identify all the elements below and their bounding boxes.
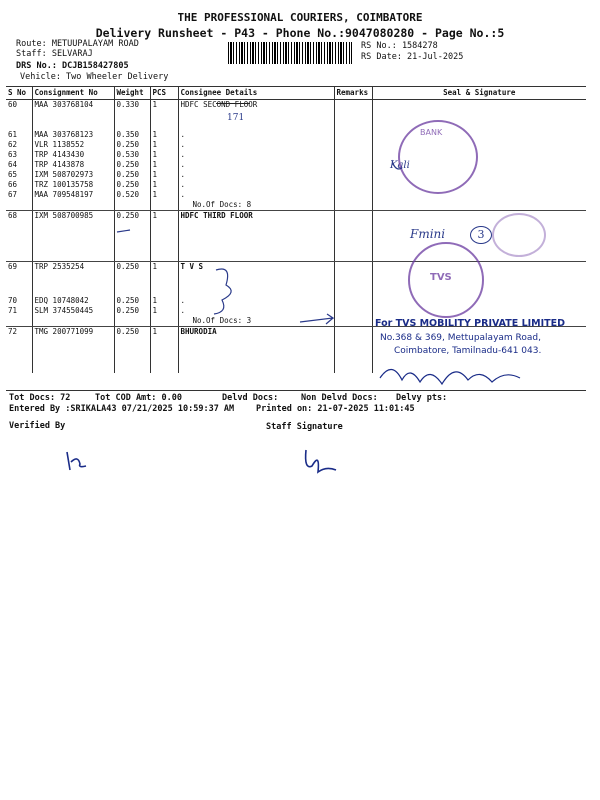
cell-consignment: TRP 4143878	[32, 160, 114, 170]
cell-sno: 61	[8, 130, 18, 139]
tvs-logo-text: TVS	[430, 272, 452, 283]
cell-consignment: TRZ 100135758	[32, 180, 114, 190]
cell-weight: 0.250	[114, 296, 150, 306]
bank-seal-text: BANK	[420, 128, 443, 137]
staff-label: Staff: SELVARAJ	[16, 49, 93, 59]
cell-pcs: 1	[150, 100, 178, 111]
runsheet-title: Delivery Runsheet - P43 - Phone No.:9047080280 - Page No.:5	[95, 26, 505, 40]
cell-consignment: MAA 303768104	[32, 100, 114, 111]
cell-consignee: BHURODIA	[178, 327, 334, 374]
cell-sno: 71	[8, 306, 18, 315]
cell-weight: 0.250	[114, 327, 150, 374]
cell-consignee: .	[178, 170, 334, 180]
cell-consignee: .	[178, 296, 334, 306]
delvd-docs: Delvd Docs:	[222, 393, 279, 403]
cell-consignee: .	[178, 306, 334, 316]
col-sno: S No	[6, 87, 32, 100]
cell-pcs: 1	[150, 160, 178, 170]
company-stamp-address1: No.368 & 369, Mettupalayam Road,	[380, 333, 541, 343]
col-remarks: Remarks	[334, 87, 372, 100]
cell-consignment: TRP 2535254	[32, 262, 114, 273]
company-stamp-address2: Coimbatore, Tamilnadu-641 043.	[394, 346, 542, 356]
cell-pcs: 1	[150, 150, 178, 160]
cell-consignee: HDFC SECOND FLOOR	[178, 100, 334, 111]
cell-pcs: 1	[150, 180, 178, 190]
verified-by-signature	[67, 452, 86, 470]
cell-consignment: IXM 508700985	[32, 211, 114, 262]
cell-weight: 0.250	[114, 160, 150, 170]
cell-consignee: .	[178, 150, 334, 160]
cell-consignment: VLR 1138552	[32, 140, 114, 150]
cell-consignee: .	[178, 140, 334, 150]
tot-docs: Tot Docs: 72	[9, 393, 71, 403]
fmini-count-circled: 3	[470, 226, 492, 244]
kali-stroke	[392, 160, 402, 169]
col-pcs: PCS	[150, 87, 178, 100]
cell-consignee: T V S	[178, 262, 334, 273]
cell-consignment: IXM 508702973	[32, 170, 114, 180]
col-seal: Seal & Signature	[372, 87, 586, 100]
cell-consignee: HDFC THIRD FLOOR	[178, 211, 334, 262]
cell-sno: 68	[6, 211, 32, 262]
cell-consignee: .	[178, 130, 334, 140]
cell-weight: 0.520	[114, 190, 150, 200]
cell-weight: 0.250	[114, 211, 150, 262]
cell-weight: 0.250	[114, 262, 150, 273]
cell-sno: 65	[8, 170, 18, 179]
stamp-signature	[380, 369, 520, 384]
cell-pcs: 1	[150, 306, 178, 316]
docs-count-1: No.Of Docs: 8	[178, 200, 334, 211]
cell-sno: 72	[8, 327, 18, 336]
company-name: THE PROFESSIONAL COURIERS, COIMBATORE	[177, 11, 423, 24]
delvy-pts: Delvy pts:	[396, 393, 448, 403]
arrow-mark	[300, 314, 333, 324]
staff-signature-label: Staff Signature	[266, 422, 343, 432]
cell-sno: 64	[8, 160, 18, 169]
brace-mark	[214, 269, 231, 314]
cell-consignee: .	[178, 160, 334, 170]
tot-cod: Tot COD Amt: 0.00	[95, 393, 182, 403]
cell-consignee: .	[178, 180, 334, 190]
docs-count-2: No.Of Docs: 3	[178, 316, 334, 327]
cell-consignee: .	[178, 190, 334, 200]
cell-pcs: 1	[150, 296, 178, 306]
floor-note-handwritten: 171	[227, 113, 245, 123]
cell-weight: 0.250	[114, 306, 150, 316]
cell-weight: 0.250	[114, 180, 150, 190]
cell-pcs: 1	[150, 140, 178, 150]
drs-number: DRS No.: DCJB158427805	[16, 61, 129, 71]
cell-sno: 60	[8, 100, 18, 109]
col-consignment: Consignment No	[32, 87, 114, 100]
fmini-handwritten: Fmini	[410, 227, 446, 241]
cell-consignment: TRP 4143430	[32, 150, 114, 160]
cell-consignment: EDQ 10748042	[32, 296, 114, 306]
cell-sno: 67	[8, 190, 18, 199]
cell-pcs: 1	[150, 190, 178, 200]
cell-pcs: 1	[150, 262, 178, 273]
entered-by: Entered By :SRIKALA43 07/21/2025 10:59:37 AM	[9, 404, 235, 414]
cell-consignment: MAA 709548197	[32, 190, 114, 200]
company-stamp-line: For TVS MOBILITY PRIVATE LIMITED	[375, 318, 566, 329]
cell-sno: 63	[8, 150, 18, 159]
cell-sno: 70	[8, 296, 18, 305]
rs-number: RS No.: 1584278	[361, 41, 438, 51]
weight-tick-mark	[117, 230, 130, 232]
rs-date: RS Date: 21-Jul-2025	[361, 52, 464, 62]
non-delvd-docs: Non Delvd Docs:	[301, 393, 378, 403]
cell-sno: 69	[8, 262, 18, 271]
verified-by: Verified By	[9, 421, 66, 431]
cell-weight: 0.250	[114, 170, 150, 180]
cell-sno: 66	[8, 180, 18, 189]
col-weight: Weight	[114, 87, 150, 100]
cell-consignment: TMG 200771099	[32, 327, 114, 374]
cell-pcs: 1	[150, 170, 178, 180]
cell-weight: 0.250	[114, 140, 150, 150]
col-consignee: Consignee Details	[178, 87, 334, 100]
cell-weight: 0.530	[114, 150, 150, 160]
kali-signature: Kali	[390, 160, 410, 171]
cell-pcs: 1	[150, 130, 178, 140]
route-label: Route: METUUPALAYAM ROAD	[16, 39, 139, 49]
cell-pcs: 1	[150, 211, 178, 262]
cell-weight: 0.330	[114, 100, 150, 111]
cell-consignment: SLM 374550445	[32, 306, 114, 316]
cell-consignment: MAA 303768123	[32, 130, 114, 140]
staff-signature-mark	[306, 450, 336, 472]
cell-weight: 0.350	[114, 130, 150, 140]
printed-on: Printed on: 21-07-2025 11:01:45	[256, 404, 415, 414]
vehicle-label: Vehicle: Two Wheeler Delivery	[20, 72, 169, 82]
cell-sno: 62	[8, 140, 18, 149]
cell-pcs: 1	[150, 327, 178, 374]
